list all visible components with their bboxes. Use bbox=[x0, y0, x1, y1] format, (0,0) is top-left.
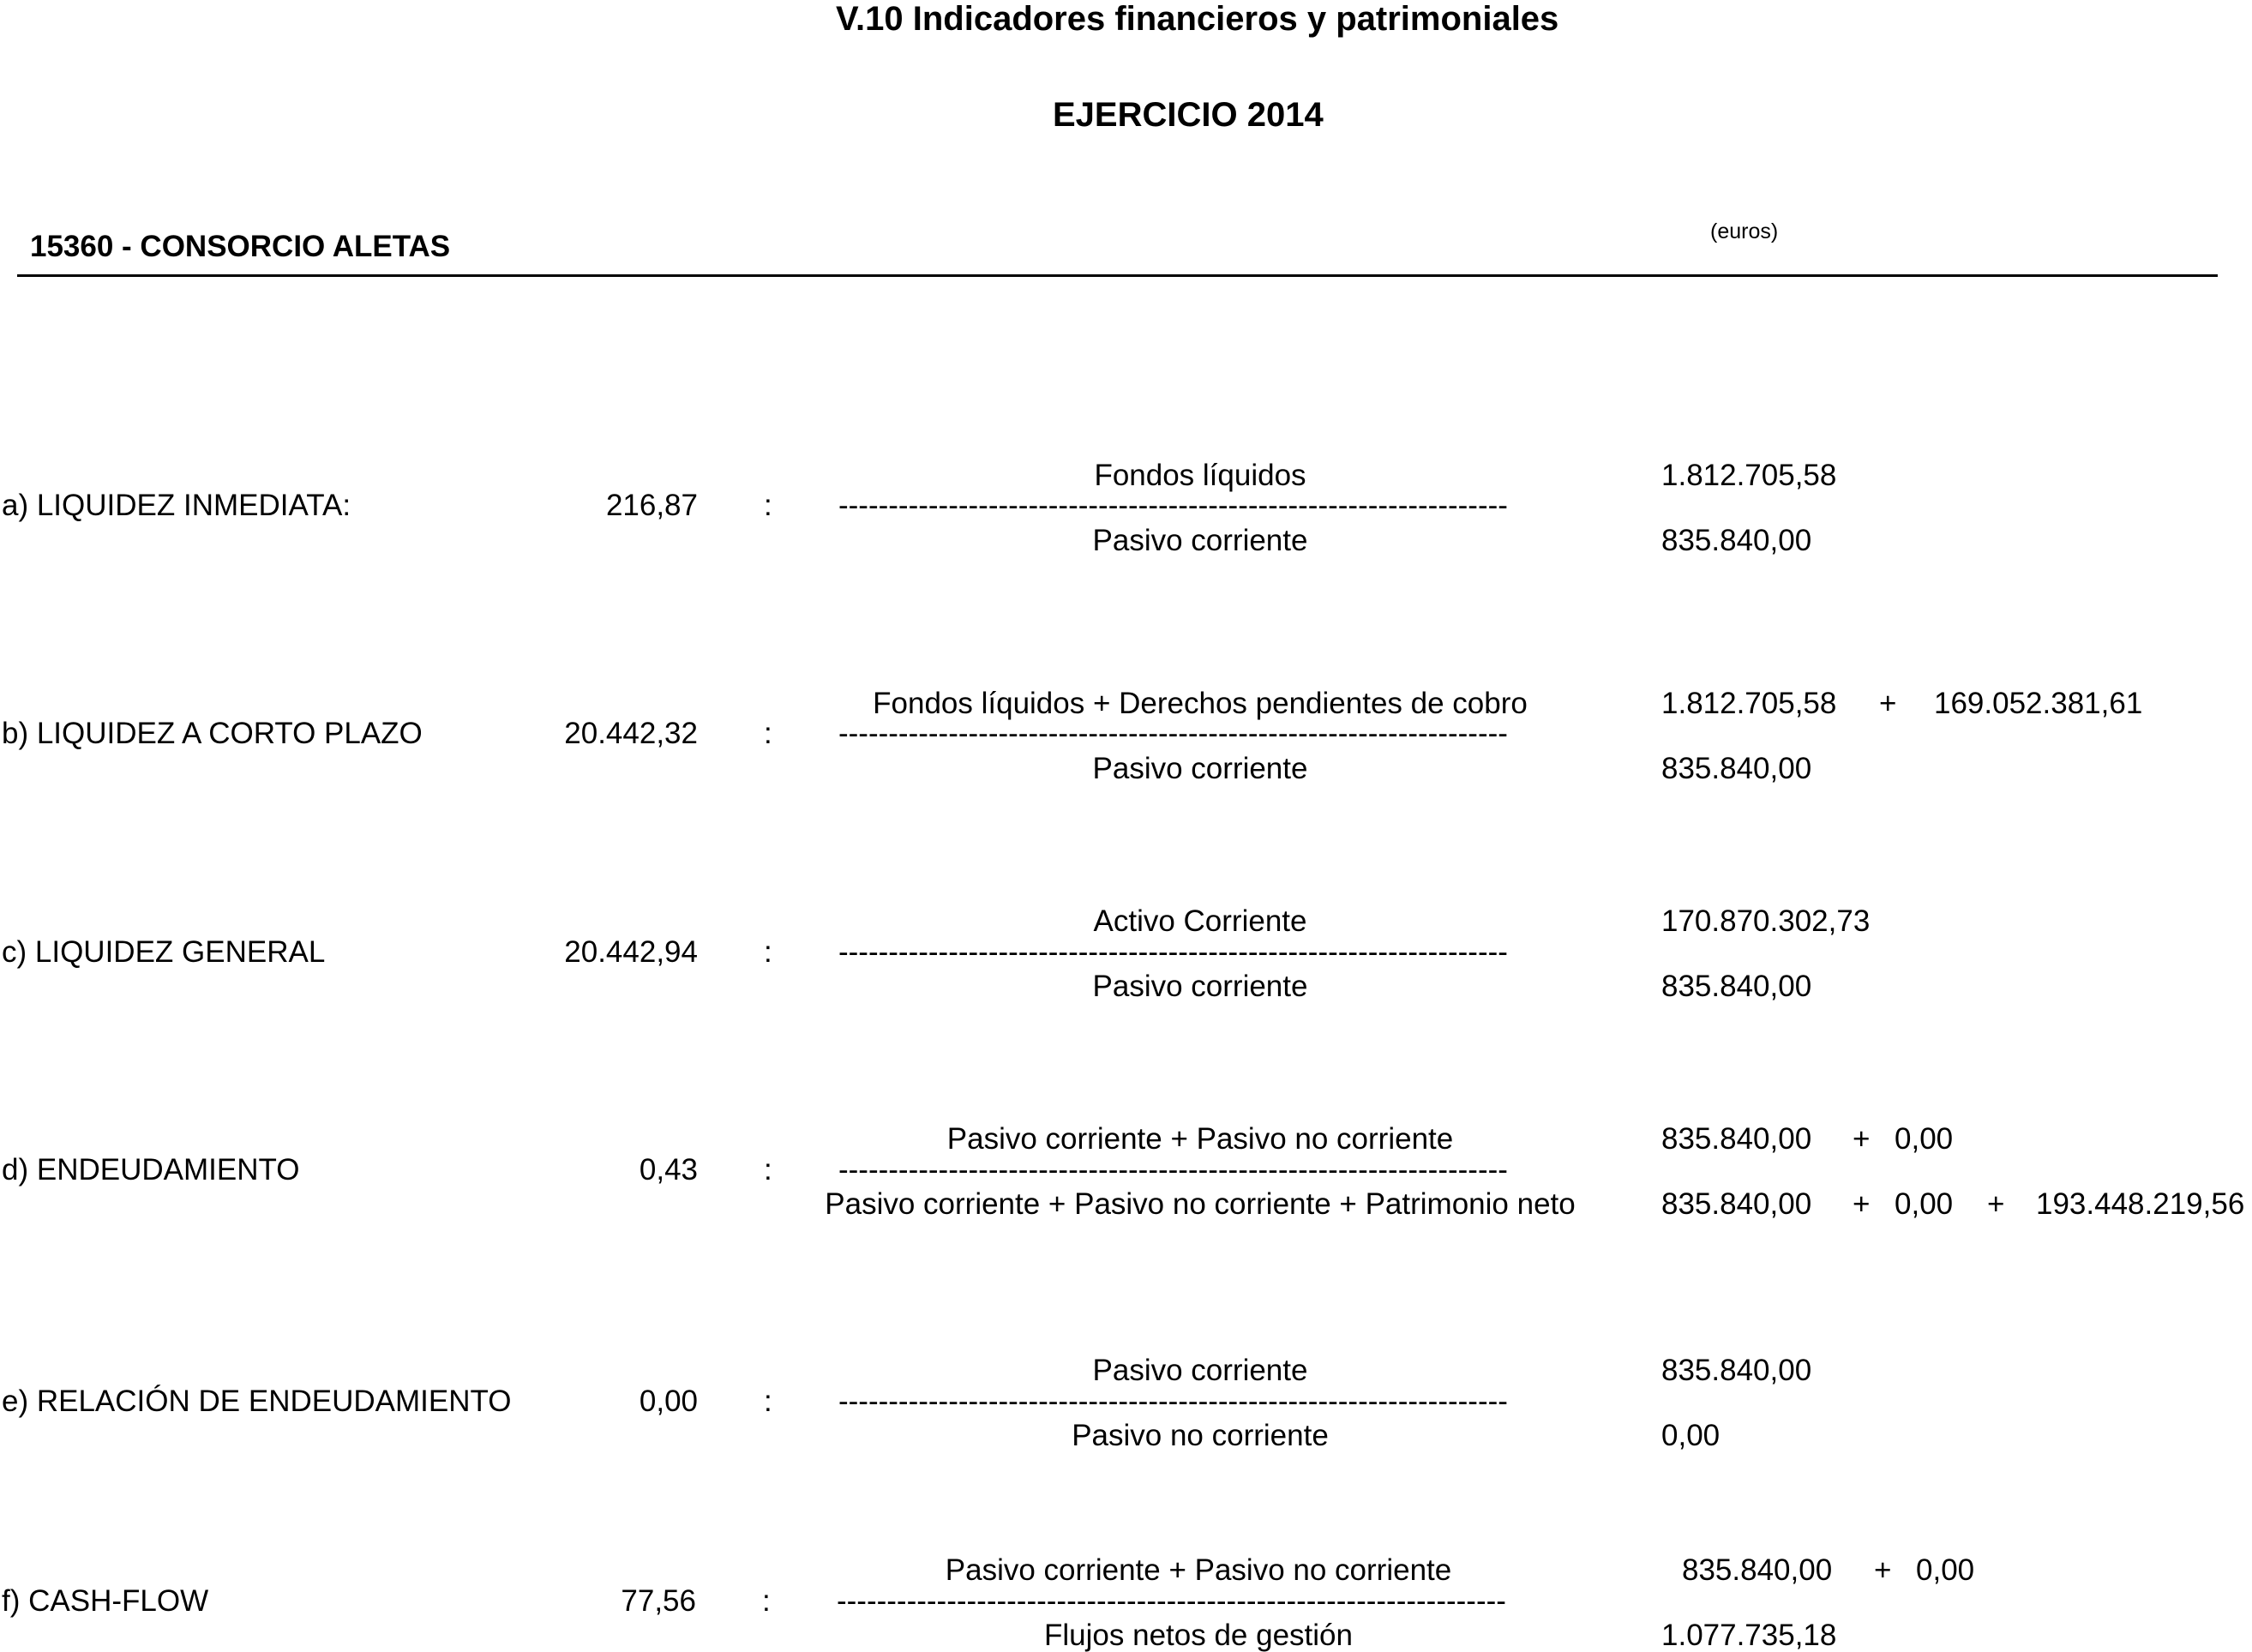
indicator-label: a) LIQUIDEZ INMEDIATA: bbox=[2, 489, 351, 522]
numerator-label: Fondos líquidos bbox=[1094, 459, 1306, 492]
numerator-value: 169.052.381,61 bbox=[1934, 687, 2143, 720]
indicator-value: 20.442,32 bbox=[564, 717, 698, 750]
indicator-label: c) LIQUIDEZ GENERAL bbox=[2, 935, 326, 969]
numerator-value: 835.840,00 bbox=[1661, 1354, 1812, 1387]
denominator-label: Pasivo corriente + Pasivo no corriente + Patrimonio neto bbox=[825, 1187, 1576, 1221]
indicator-value: 0,00 bbox=[639, 1385, 698, 1418]
indicator-label: d) ENDEUDAMIENTO bbox=[2, 1153, 300, 1186]
header-divider bbox=[17, 274, 2218, 277]
unit-label: (euros) bbox=[1710, 219, 1779, 243]
denominator-value: 193.448.219,56 bbox=[2036, 1187, 2245, 1221]
indicator-colon: : bbox=[764, 717, 772, 750]
denominator-label: Pasivo corriente bbox=[1092, 524, 1308, 557]
denominator-label: Pasivo corriente bbox=[1092, 970, 1308, 1003]
indicator-colon: : bbox=[764, 1385, 772, 1418]
denominator-label: Flujos netos de gestión bbox=[1044, 1619, 1353, 1652]
page-subtitle: EJERCICIO 2014 bbox=[1053, 96, 1324, 134]
denominator-label: Pasivo corriente bbox=[1092, 752, 1308, 785]
numerator-value: 1.812.705,58 bbox=[1661, 459, 1837, 492]
denominator-value: 1.077.735,18 bbox=[1661, 1619, 1837, 1652]
numerator-value: 170.870.302,73 bbox=[1661, 904, 1871, 938]
denominator-value: 835.840,00 bbox=[1661, 1187, 1812, 1221]
plus-sign: + bbox=[1879, 687, 1897, 720]
numerator-label: Pasivo corriente + Pasivo no corriente bbox=[945, 1553, 1452, 1587]
indicator-colon: : bbox=[764, 489, 772, 522]
indicator-label: e) RELACIÓN DE ENDEUDAMIENTO bbox=[2, 1385, 512, 1418]
numerator-label: Activo Corriente bbox=[1093, 904, 1307, 938]
fraction-line: ------------------------------------------------------------------- bbox=[838, 718, 1508, 748]
denominator-label: Pasivo no corriente bbox=[1072, 1419, 1329, 1452]
fraction-line: ------------------------------------------------------------------- bbox=[838, 1155, 1508, 1185]
indicator-value: 20.442,94 bbox=[564, 935, 698, 969]
denominator-value: 0,00 bbox=[1661, 1419, 1721, 1452]
entity-name: 15360 - CONSORCIO ALETAS bbox=[30, 230, 451, 263]
indicator-value: 0,43 bbox=[639, 1153, 698, 1186]
indicator-colon: : bbox=[762, 1584, 771, 1618]
fraction-line: ------------------------------------------------------------------- bbox=[838, 490, 1508, 520]
plus-sign: + bbox=[1853, 1122, 1871, 1156]
numerator-value: 1.812.705,58 bbox=[1661, 687, 1837, 720]
indicator-value: 77,56 bbox=[621, 1584, 696, 1618]
plus-sign: + bbox=[1987, 1187, 2005, 1221]
indicator-label: b) LIQUIDEZ A CORTO PLAZO bbox=[2, 717, 423, 750]
fraction-line: ------------------------------------------------------------------- bbox=[838, 937, 1508, 967]
indicator-value: 216,87 bbox=[605, 489, 698, 522]
plus-sign: + bbox=[1853, 1187, 1871, 1221]
indicator-label: f) CASH-FLOW bbox=[2, 1584, 209, 1618]
numerator-value: 0,00 bbox=[1895, 1122, 1954, 1156]
numerator-label: Pasivo corriente bbox=[1092, 1354, 1308, 1387]
indicator-colon: : bbox=[764, 1153, 772, 1186]
numerator-value: 0,00 bbox=[1916, 1553, 1975, 1587]
numerator-label: Pasivo corriente + Pasivo no corriente bbox=[946, 1122, 1454, 1156]
plus-sign: + bbox=[1874, 1553, 1892, 1587]
numerator-label: Fondos líquidos + Derechos pendientes de cobro bbox=[873, 687, 1528, 720]
numerator-value: 835.840,00 bbox=[1661, 1122, 1812, 1156]
denominator-value: 835.840,00 bbox=[1661, 524, 1812, 557]
numerator-value: 835.840,00 bbox=[1682, 1553, 1833, 1587]
denominator-value: 0,00 bbox=[1895, 1187, 1954, 1221]
indicator-colon: : bbox=[764, 935, 772, 969]
denominator-value: 835.840,00 bbox=[1661, 970, 1812, 1003]
page-title: V.10 Indicadores financieros y patrimoniales bbox=[836, 0, 1559, 38]
denominator-value: 835.840,00 bbox=[1661, 752, 1812, 785]
fraction-line: ------------------------------------------------------------------- bbox=[838, 1386, 1508, 1416]
fraction-line: ------------------------------------------------------------------- bbox=[837, 1586, 1506, 1616]
